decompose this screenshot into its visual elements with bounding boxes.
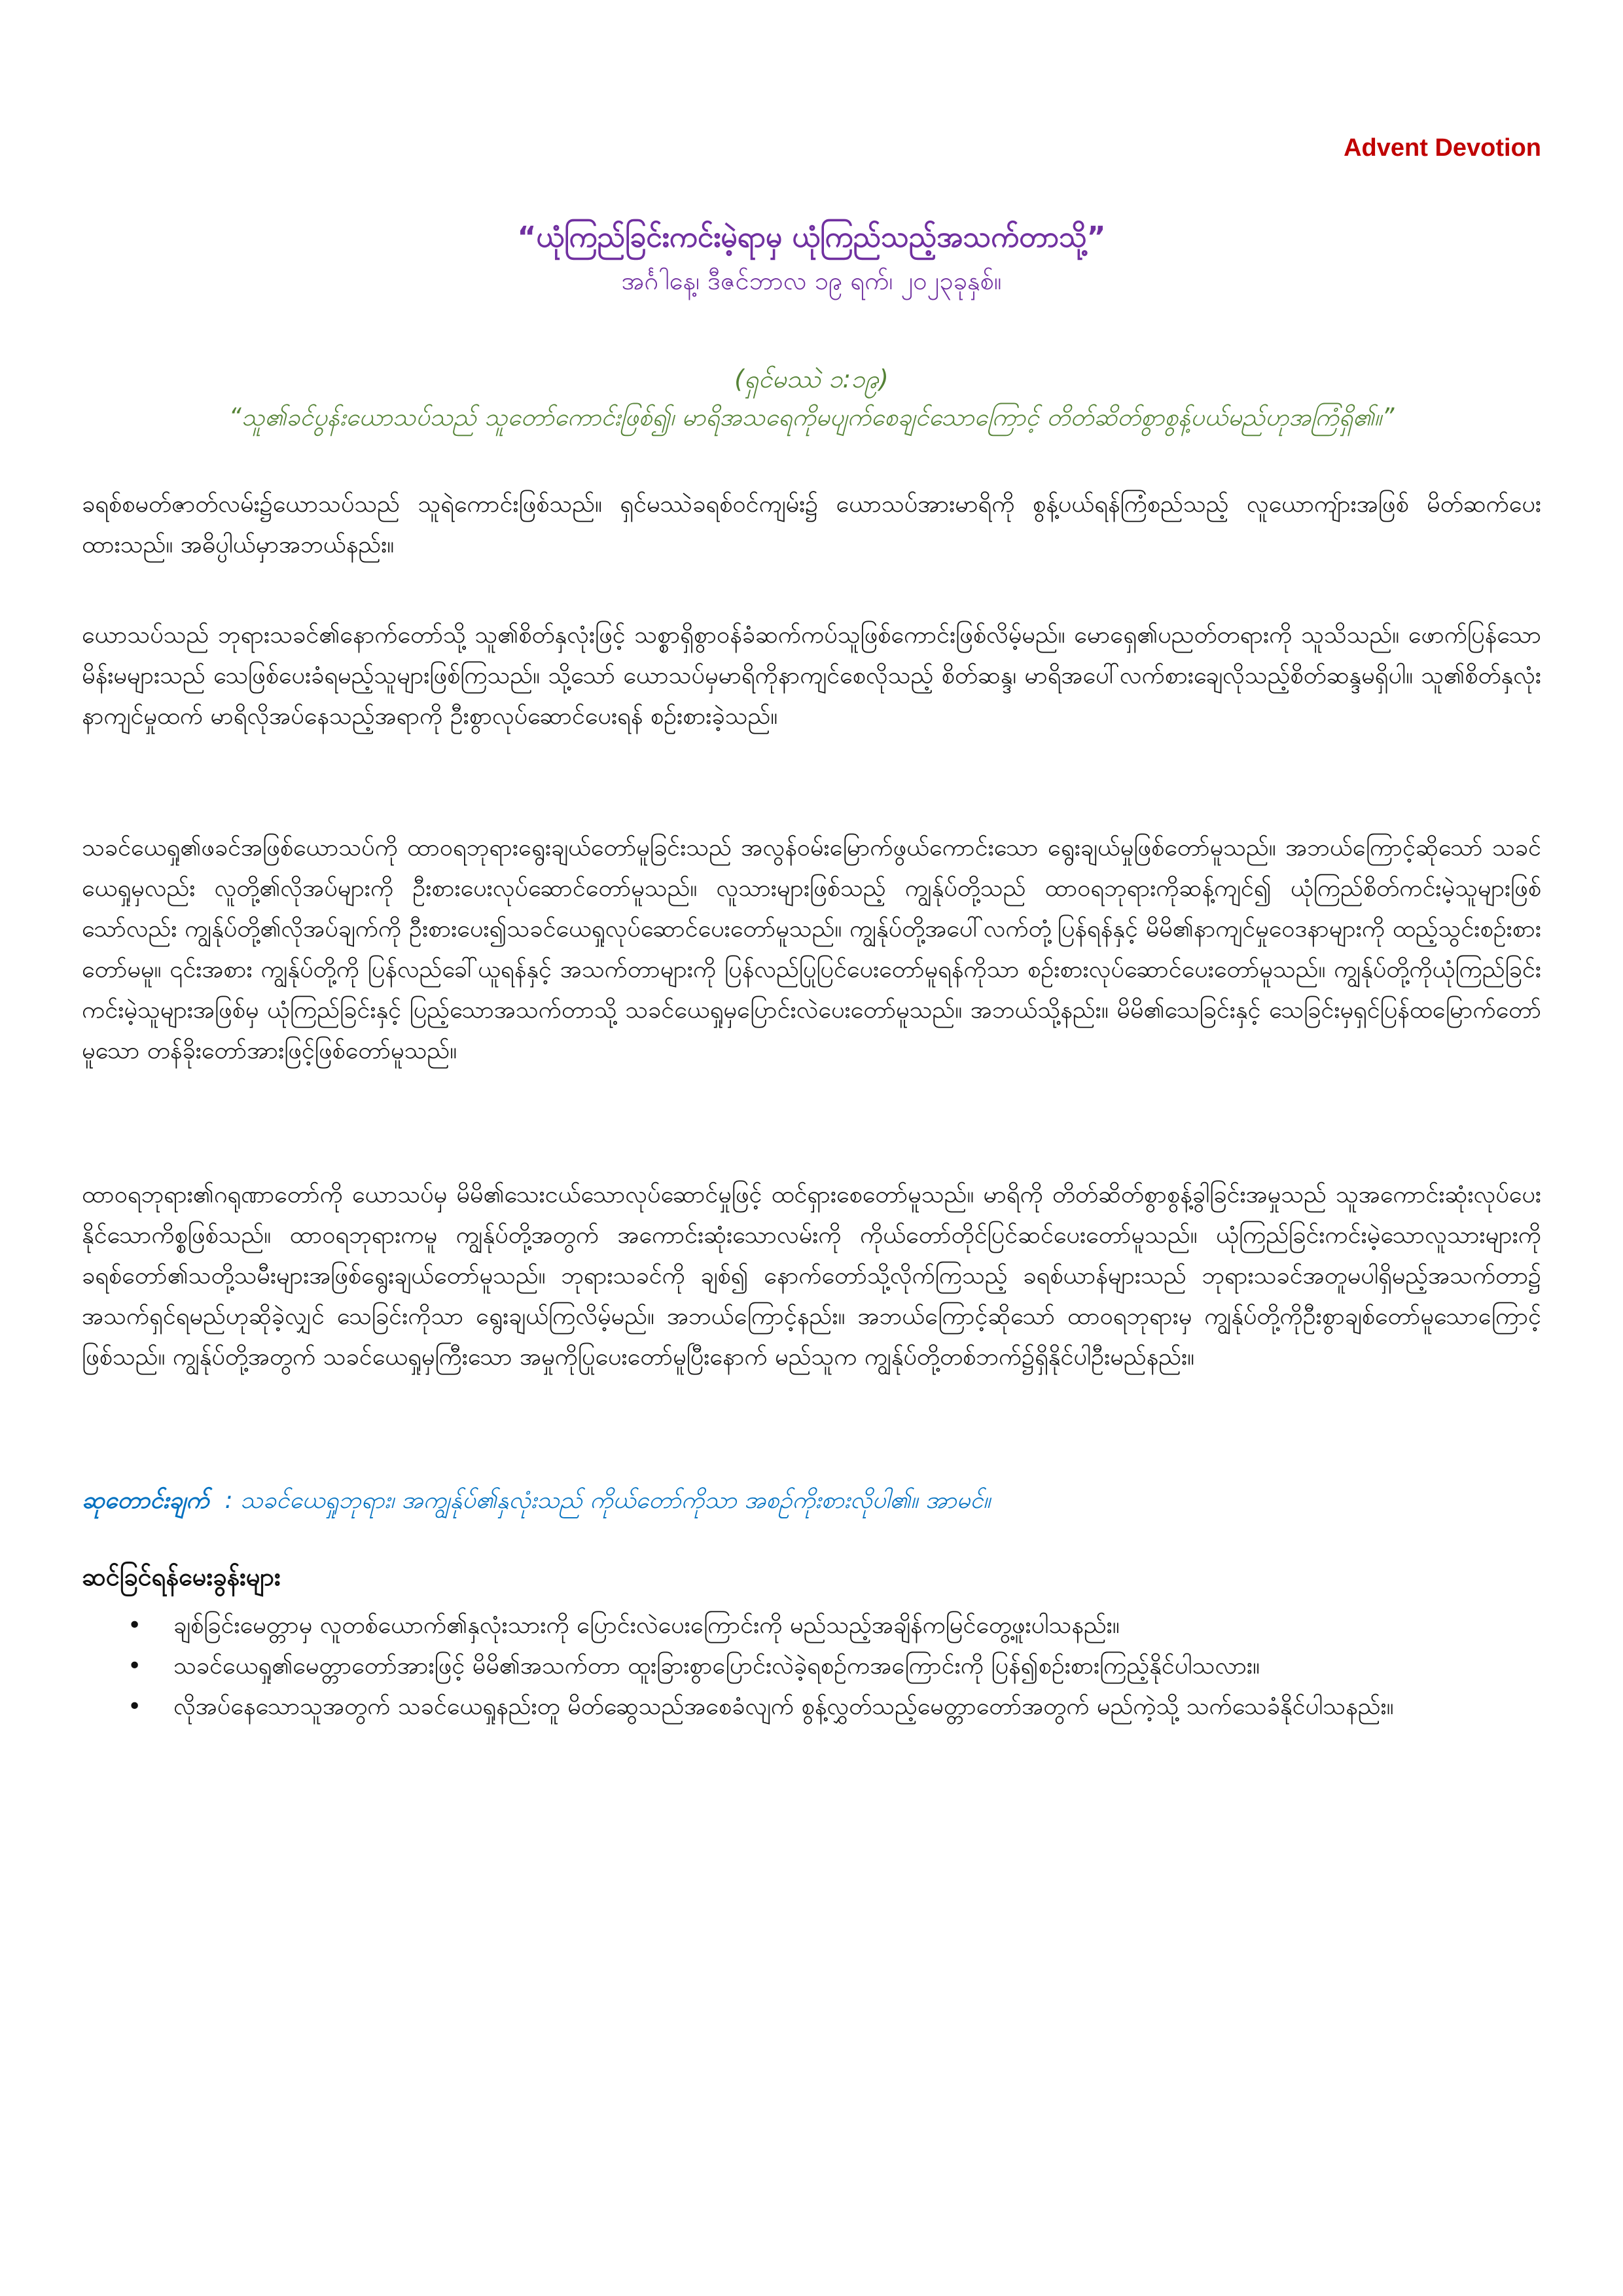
- questions-list: [128, 1607, 1541, 1729]
- question-text: ချစ်ခြင်းမေတ္တာမှ လူတစ်ယောက်၏နှလုံးသားကို ပြောင်းလဲပေးကြောင်းကို မည်သည့်အချိန်ကမြင်တွေ့ဖူးပါသနည်း။: [173, 1612, 1120, 1639]
- devotion-date: အင်္ဂါနေ့၊ ဒီဇင်ဘာလ ၁၉ ရက်၊ ၂၀၂၃ခုနှစ်။: [621, 266, 1002, 295]
- prayer-text: : သခင်ယေရှုဘုရား၊ အကျွန်ုပ်၏နှလုံးသည် ကိုယ်တော်ကိုသာ အစဉ်ကိုးစားလိုပါ၏။ အာမင်။: [224, 1487, 991, 1514]
- body-paragraph: ထာဝရဘုရား၏ဂရုဏာတော်ကို ယောသပ်မှ မိမိ၏သေးငယ်သောလုပ်ဆောင်မှုဖြင့် ထင်ရှားစေတော်မူသည်။ မာရိကို တိတ်ဆိတ်စွာစွန့်ခွါခြင်းအမှုသည် သူအကောင်းဆုံးလုပ်ပေးနိုင်သောကိစ္စဖြစ်သည်။ ထာဝရဘုရားကမူ ကျွန်ုပ်တို့အတွက် အကောင်းဆုံးသောလမ်းကို ကိုယ်တော်တိုင်ပြင်ဆင်ပေးတော်မူသည်။ ယုံကြည်ခြင်းကင်းမဲ့သောလူသားများကို ခရစ်တော်၏သတို့သမီးများအဖြစ်ရွေးချယ်တော်မူသည်။ ဘုရားသခင်ကို ချစ်၍ နောက်တော်သို့လိုက်ကြသည့် ခရစ်ယာန်များသည် ဘုရားသခင်အတူမပါရှိမည့်အသက်တာ၌ အသက်ရှင်ရမည်ဟုဆိုခဲ့လျှင် သေခြင်းကိုသာ ရွေးချယ်ကြလိမ့်မည်။ အဘယ်ကြောင့်နည်း။ အဘယ်ကြောင့်ဆိုသော် ထာဝရဘုရားမှ ကျွန်ုပ်တို့ကိုဦးစွာချစ်တော်မူသောကြောင့်ဖြစ်သည်။ ကျွန်ုပ်တို့အတွက် သခင်ယေရှုမှကြီးသော အမှုကိုပြုပေးတော်မူပြီးနောက် မည်သူက ကျွန်ုပ်တို့တစ်ဘက်၌ရှိနိုင်ပါဦးမည်နည်း။: [82, 1181, 1541, 1371]
- question-text: သခင်ယေရှု၏မေတ္တာတော်အားဖြင့် မိမိ၏အသက်တာ ထူးခြားစွာပြောင်းလဲခဲ့ရစဉ်ကအကြောင်းကို ပြန်၍စဉ်းစားကြည့်နိုင်ပါသလား။: [173, 1653, 1260, 1679]
- list-item: [128, 1647, 1541, 1685]
- questions-heading: ဆင်ခြင်ရန်မေးခွန်းများ: [82, 1562, 281, 1591]
- scripture-verse: “သူ၏ခင်ပွန်းယောသပ်သည် သူတော်ကောင်းဖြစ်၍၊ မာရိအသရေကိုမပျက်စေချင်သောကြောင့် တိတ်ဆိတ်စွာစွန့်ပယ်မည်ဟုအကြံရှိ၏။”: [228, 403, 1395, 431]
- header-tag: Advent Devotion: [1344, 134, 1541, 162]
- scripture-reference: (ရှင်မဿဲ ၁:၁၉): [734, 365, 889, 393]
- bullet-icon: •: [128, 1693, 142, 1720]
- devotion-title: “ယုံကြည်ခြင်းကင်းမဲ့ရာမှ ယုံကြည်သည့်အသက်တာသို့”: [517, 221, 1106, 254]
- body-paragraph: ခရစ်စမတ်ဇာတ်လမ်း၌ယောသပ်သည် သူရဲကောင်းဖြစ်သည်။ ရှင်မဿဲခရစ်ဝင်ကျမ်း၌ ယောသပ်အားမာရိကို စွန့်ပယ်ရန်ကြံစည်သည့် လူယောကျ်ားအဖြစ် မိတ်ဆက်ပေးထားသည်။ အဓိပ္ပါယ်မှာအဘယ်နည်း။: [82, 491, 1541, 558]
- prayer-label: ဆုတောင်းချက်: [82, 1487, 209, 1514]
- prayer-block: [82, 1484, 1541, 1520]
- bullet-icon: •: [128, 1653, 142, 1679]
- body-paragraph: သခင်ယေရှု၏ဖခင်အဖြစ်ယောသပ်ကို ထာဝရဘုရားရွေးချယ်တော်မူခြင်းသည် အလွန်ဝမ်းမြောက်ဖွယ်ကောင်းသော ရွေးချယ်မှုဖြစ်တော်မူသည်။ အဘယ်ကြောင့်ဆိုသော် သခင်ယေရှုမှလည်း လူတို့၏လိုအပ်များကို ဦးစားပေးလုပ်ဆောင်တော်မူသည်။ လူသားများဖြစ်သည့် ကျွန်ုပ်တို့သည် ထာဝရဘုရားကိုဆန့်ကျင်၍ ယုံကြည်စိတ်ကင်းမဲ့သူများဖြစ်သော်လည်း ကျွန်ုပ်တို့၏လိုအပ်ချက်ကို ဦးစားပေး၍သခင်ယေရှုလုပ်ဆောင်ပေးတော်မူသည်။ ကျွန်ုပ်တို့အပေါ်လက်တုံ့ပြန်ရန်နှင့် မိမိ၏နာကျင်မှုဝေဒနာများကို ထည့်သွင်းစဉ်းစားတော်မမူ။ ၎င်းအစား ကျွန်ုပ်တို့ကို ပြန်လည်ခေါ်ယူရန်နှင့် အသက်တာများကို ပြန်လည်ပြုပြင်ပေးတော်မူရန်ကိုသာ စဉ်းစားလုပ်ဆောင်ပေးတော်မူသည်။ ကျွန်ုပ်တို့ကိုယုံကြည်ခြင်းကင်းမဲ့သူများအဖြစ်မှ ယုံကြည်ခြင်းနှင့် ပြည့်သောအသက်တာသို့ သခင်ယေရှုမှပြောင်းလဲပေးတော်မူသည်။ အဘယ်သို့နည်း။ မိမိ၏သေခြင်းနှင့် သေခြင်းမှရှင်ပြန်ထမြောက်တော်မူသော တန်ခိုးတော်အားဖြင့်ဖြစ်တော်မူသည်။: [82, 834, 1541, 1064]
- bullet-icon: •: [128, 1612, 142, 1639]
- body-paragraph: ယောသပ်သည် ဘုရားသခင်၏နောက်တော်သို့ သူ၏စိတ်နှလုံးဖြင့် သစ္စာရှိစွာဝန်ခံဆက်ကပ်သူဖြစ်ကောင်းဖြစ်လိမ့်မည်။ မောရှေ၏ပညတ်တရားကို သူသိသည်။ ဖောက်ပြန်သောမိန်းမများသည် သေဖြစ်ပေးခံရမည့်သူများဖြစ်ကြသည်။ သို့သော် ယောသပ်မှမာရိကိုနာကျင်စေလိုသည့် စိတ်ဆန္ဒ၊ မာရိအပေါ်လက်စားချေလိုသည့်စိတ်ဆန္ဒမရှိပါ။ သူ၏စိတ်နှလုံးနာကျင်မှုထက် မာရိလိုအပ်နေသည့်အရာကို ဦးစွာလုပ်ဆောင်ပေးရန် စဉ်းစားခဲ့သည်။: [82, 622, 1541, 730]
- question-text: လိုအပ်နေသောသူအတွက် သခင်ယေရှုနည်းတူ မိတ်ဆွေသည်အစေခံလျက် စွန့်လွှတ်သည့်မေတ္တာတော်အတွက် မည်ကဲ့သို့ သက်သေခံနိုင်ပါသနည်း။: [173, 1693, 1394, 1720]
- list-item: [128, 1607, 1541, 1645]
- list-item: [128, 1688, 1541, 1726]
